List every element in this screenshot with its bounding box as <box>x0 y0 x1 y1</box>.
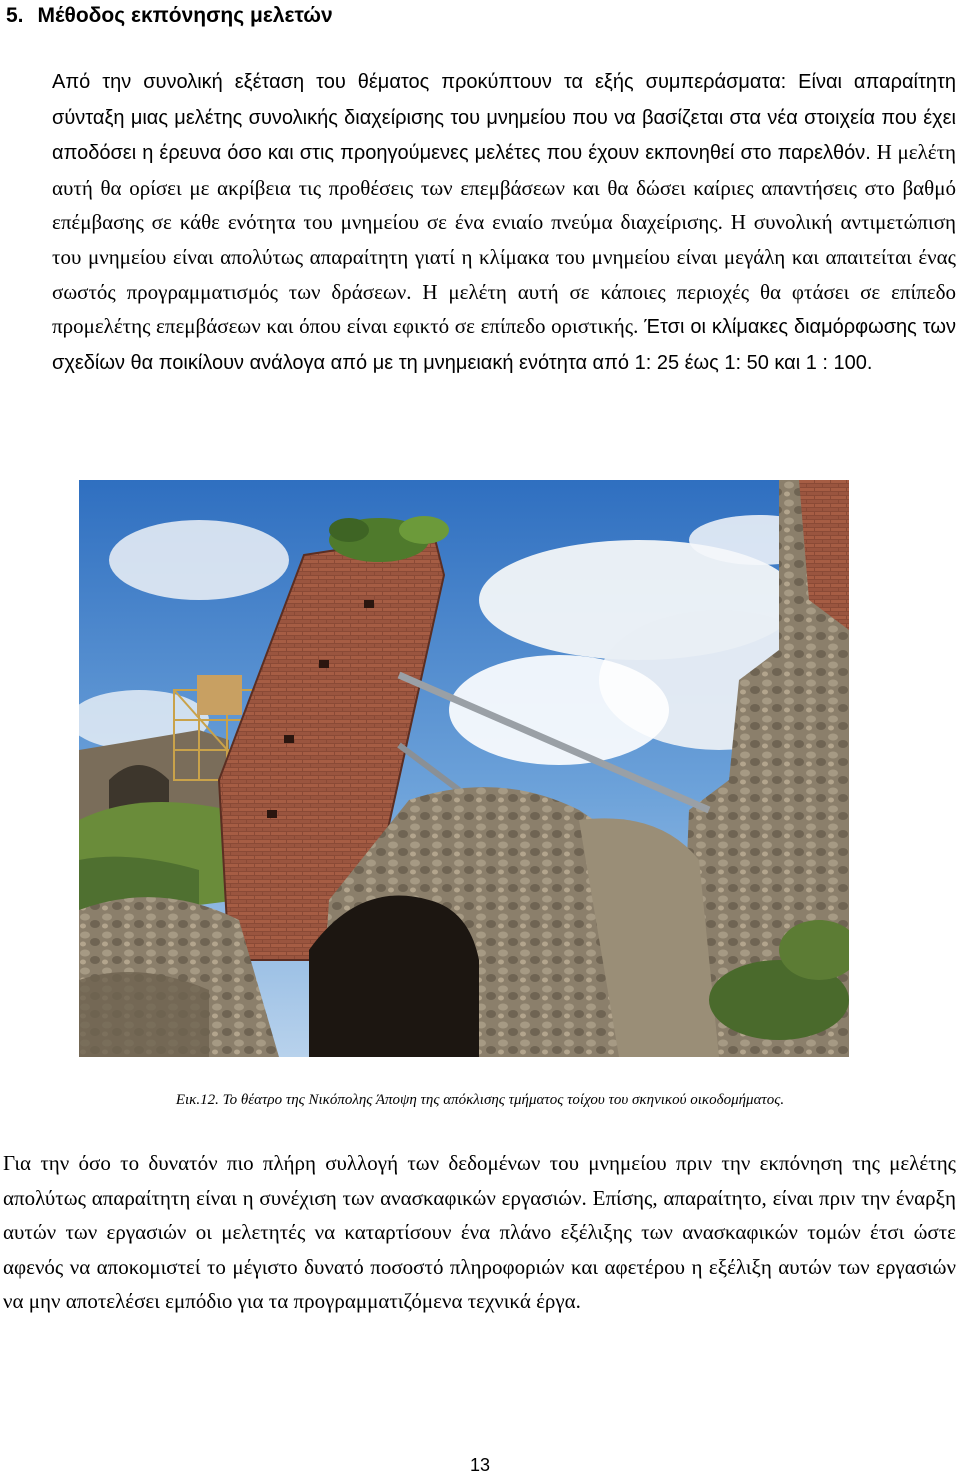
section-number: 5. <box>6 4 24 27</box>
paragraph-collection: Για την όσο το δυνατόν πιο πλήρη συλλογή των δεδομένων του μνημείου πριν την εκπόνηση της μελέτης απολύτως απαραίτητη είναι η συνέχιση των ανασκαφικών εργασιών. Επίσης, απαραίτητο, είναι πριν την έναρξη αυτών των εργασιών οι μελετητές να καταρτίσουν ένα πλάνο εξέλιξης των ανασκαφικών τομών έτσι ώστε αφενός να αποκομιστεί το μέγιστο δυνατό ποσοστό πληροφοριών και αφετέρου η εξέλιξη αυτών των εργασιών να μην αποτελέσει εμπόδιο για τα προγραμματιζόμενα τεχνικά έργα. <box>3 1151 956 1314</box>
section-title: Μέθοδος εκπόνησης μελετών <box>37 4 333 27</box>
section-heading <box>6 2 333 30</box>
paragraph-intro-part2: Η μελέτη αυτή θα ορίσει με ακρίβεια τις προθέσεις των επεμβάσεων και θα δώσει καίριες απαντήσεις στο βαθμό επέμβασης σε κάθε ενότητα του μνημείου σε ένα ενιαίο πνεύμα διαχείρισης. Η συνολική αντιμετώπιση του μνημείου είναι απολύτως απαραίτητη γιατί η κλίμακα του μνημείου είναι μεγάλη και απαιτείται ένας σωστός προγραμματισμός των δράσεων. Η μελέτη αυτή σε κάποιες περιοχές θα φτάσει σε επίπεδο προμελέτης επεμβάσεων και όπου είναι εφικτό σε επίπεδο οριστικής. <box>52 140 956 339</box>
page-number: 13 <box>469 1455 491 1475</box>
figure-caption: Εικ.12. Το θέατρο της Νικόπολης Άποψη της απόκλισης τμήματος τοίχου του σκηνικού οικοδομήματος. <box>175 1092 785 1108</box>
paragraph-intro-part3: Έτσι οι κλίμακες διαμόρφωσης των σχεδίων θα ποικίλουν ανάλογα από με τη μνημειακή ενότητα από 1: 25 έως 1: 50 και 1 : 100. <box>52 316 957 374</box>
paragraph-intro <box>52 64 956 380</box>
theatre-photo <box>79 480 849 1057</box>
paragraph-intro-part1: Από την συνολική εξέταση του θέματος προκύπτουν τα εξής συμπεράσματα: Είναι απαραίτητη σύνταξη μιας μελέτης συνολικής διαχείρισης του μνημείου που να βασίζεται στα νέα στοιχεία που έχει αποδόσει η έρευνα όσο και στις προηγούμενες μελέτες που έχουν εκπονηθεί στο παρελθόν. <box>52 71 956 165</box>
